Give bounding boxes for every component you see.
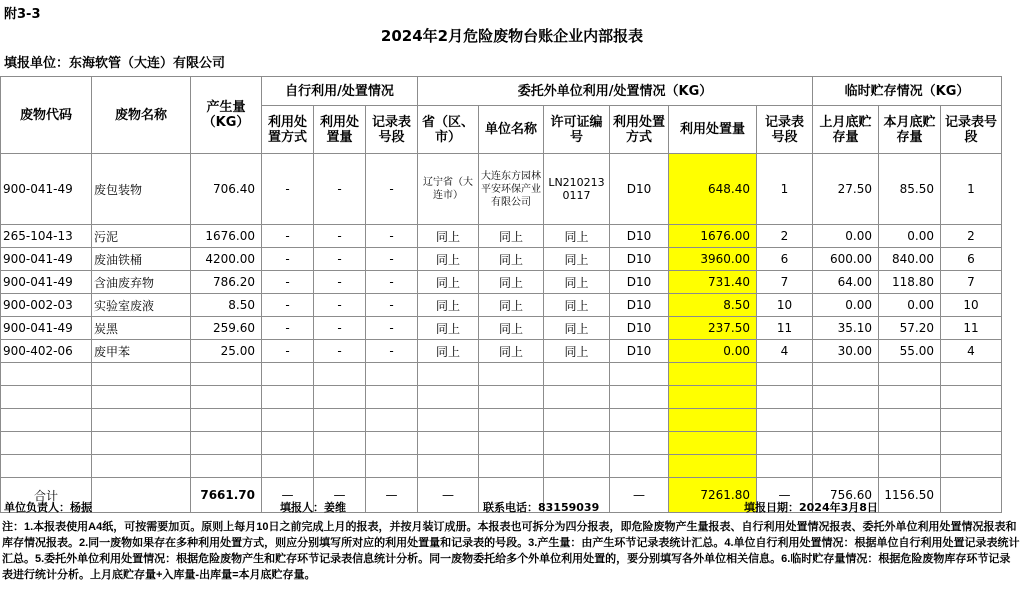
empty-cell bbox=[813, 409, 879, 432]
empty-cell bbox=[479, 432, 544, 455]
empty-cell bbox=[669, 455, 757, 478]
empty-cell bbox=[92, 363, 191, 386]
cell-qty: 8.50 bbox=[669, 294, 757, 317]
empty-cell bbox=[262, 455, 314, 478]
cell-qty: 3960.00 bbox=[669, 248, 757, 271]
cell-self-method: - bbox=[262, 294, 314, 317]
cell-amount: 8.50 bbox=[191, 294, 262, 317]
cell-self-method: - bbox=[262, 317, 314, 340]
empty-cell bbox=[757, 386, 813, 409]
empty-row bbox=[1, 386, 1002, 409]
cell-self-rec: - bbox=[366, 317, 418, 340]
empty-cell bbox=[92, 432, 191, 455]
empty-cell bbox=[610, 363, 669, 386]
cell-self-method: - bbox=[262, 225, 314, 248]
cell-unit-name: 同上 bbox=[479, 225, 544, 248]
cell-last-stock: 0.00 bbox=[813, 294, 879, 317]
cell-self-rec: - bbox=[366, 248, 418, 271]
cell-code: 900-402-06 bbox=[1, 340, 92, 363]
signature-line bbox=[0, 499, 1024, 515]
header-amount: 产生量（KG） bbox=[191, 77, 262, 154]
empty-cell bbox=[941, 363, 1002, 386]
table-row bbox=[1, 317, 1002, 340]
empty-cell bbox=[757, 432, 813, 455]
empty-cell bbox=[879, 386, 941, 409]
empty-cell bbox=[544, 363, 610, 386]
header-tmp-last: 上月底贮存量 bbox=[813, 106, 879, 154]
header-waste-code: 废物代码 bbox=[1, 77, 92, 154]
empty-cell bbox=[610, 455, 669, 478]
cell-temp-rec: 6 bbox=[941, 248, 1002, 271]
empty-cell bbox=[669, 432, 757, 455]
cell-this-stock: 840.00 bbox=[879, 248, 941, 271]
cell-self-rec: - bbox=[366, 225, 418, 248]
header-self-rec: 记录表号段 bbox=[366, 106, 418, 154]
empty-cell bbox=[479, 455, 544, 478]
cell-name: 含油废弃物 bbox=[92, 271, 191, 294]
empty-cell bbox=[262, 363, 314, 386]
empty-cell bbox=[941, 386, 1002, 409]
cell-code: 900-041-49 bbox=[1, 317, 92, 340]
total-qty: 7261.80 bbox=[669, 478, 757, 513]
cell-unit-name: 同上 bbox=[479, 271, 544, 294]
cell-rec: 4 bbox=[757, 340, 813, 363]
empty-cell bbox=[544, 432, 610, 455]
cell-license: 同上 bbox=[544, 340, 610, 363]
cell-code: 900-041-49 bbox=[1, 154, 92, 225]
header-ent-method: 利用处置方式 bbox=[610, 106, 669, 154]
cell-license: 同上 bbox=[544, 294, 610, 317]
cell-rec: 6 bbox=[757, 248, 813, 271]
cell-rec: 10 bbox=[757, 294, 813, 317]
empty-cell bbox=[418, 386, 479, 409]
header-tmp-rec: 记录表号段 bbox=[941, 106, 1002, 154]
cell-unit-name: 同上 bbox=[479, 340, 544, 363]
empty-cell bbox=[544, 386, 610, 409]
cell-code: 900-041-49 bbox=[1, 248, 92, 271]
cell-self-qty: - bbox=[314, 154, 366, 225]
empty-cell bbox=[262, 386, 314, 409]
header-temp-group: 临时贮存情况（KG） bbox=[813, 77, 1002, 106]
empty-cell bbox=[879, 432, 941, 455]
cell-last-stock: 64.00 bbox=[813, 271, 879, 294]
cell-rec: 2 bbox=[757, 225, 813, 248]
empty-cell bbox=[366, 363, 418, 386]
cell-rec: 11 bbox=[757, 317, 813, 340]
cell-self-qty: - bbox=[314, 340, 366, 363]
cell-qty: 0.00 bbox=[669, 340, 757, 363]
cell-last-stock: 600.00 bbox=[813, 248, 879, 271]
cell-method: D10 bbox=[610, 154, 669, 225]
empty-cell bbox=[366, 386, 418, 409]
cell-qty: 1676.00 bbox=[669, 225, 757, 248]
empty-cell bbox=[479, 363, 544, 386]
empty-cell bbox=[813, 432, 879, 455]
cell-amount: 4200.00 bbox=[191, 248, 262, 271]
cell-method: D10 bbox=[610, 225, 669, 248]
cell-method: D10 bbox=[610, 294, 669, 317]
empty-cell bbox=[314, 455, 366, 478]
header-ent-prov: 省（区、市） bbox=[418, 106, 479, 154]
header-tmp-this: 本月底贮存量 bbox=[879, 106, 941, 154]
total-self-qty: — bbox=[314, 478, 366, 513]
cell-name: 废甲苯 bbox=[92, 340, 191, 363]
empty-cell bbox=[544, 455, 610, 478]
cell-qty: 237.50 bbox=[669, 317, 757, 340]
table-row bbox=[1, 154, 1002, 225]
empty-cell bbox=[92, 455, 191, 478]
empty-cell bbox=[191, 409, 262, 432]
cell-amount: 1676.00 bbox=[191, 225, 262, 248]
cell-temp-rec: 11 bbox=[941, 317, 1002, 340]
total-label: 合计 bbox=[1, 478, 92, 513]
total-last-stock: 756.60 bbox=[813, 478, 879, 513]
cell-last-stock: 35.10 bbox=[813, 317, 879, 340]
cell-method: D10 bbox=[610, 317, 669, 340]
empty-cell bbox=[669, 386, 757, 409]
cell-this-stock: 57.20 bbox=[879, 317, 941, 340]
cell-province: 同上 bbox=[418, 271, 479, 294]
empty-cell bbox=[1, 386, 92, 409]
empty-cell bbox=[610, 432, 669, 455]
cell-this-stock: 55.00 bbox=[879, 340, 941, 363]
empty-cell bbox=[191, 432, 262, 455]
empty-cell bbox=[191, 363, 262, 386]
cell-province: 辽宁省（大连市） bbox=[418, 154, 479, 225]
table-row bbox=[1, 340, 1002, 363]
cell-rec: 7 bbox=[757, 271, 813, 294]
cell-rec: 1 bbox=[757, 154, 813, 225]
cell-this-stock: 85.50 bbox=[879, 154, 941, 225]
cell-self-method: - bbox=[262, 248, 314, 271]
cell-temp-rec: 10 bbox=[941, 294, 1002, 317]
total-self-method: — bbox=[262, 478, 314, 513]
empty-cell bbox=[314, 386, 366, 409]
cell-last-stock: 30.00 bbox=[813, 340, 879, 363]
header-waste-name: 废物名称 bbox=[92, 77, 191, 154]
contact-phone: 联系电话：83159039 bbox=[483, 501, 600, 514]
empty-cell bbox=[813, 455, 879, 478]
cell-self-qty: - bbox=[314, 271, 366, 294]
cell-self-qty: - bbox=[314, 248, 366, 271]
cell-method: D10 bbox=[610, 271, 669, 294]
cell-province: 同上 bbox=[418, 317, 479, 340]
empty-row bbox=[1, 432, 1002, 455]
cell-unit-name: 大连东方园林平安环保产业有限公司 bbox=[479, 154, 544, 225]
empty-cell bbox=[418, 409, 479, 432]
cell-amount: 25.00 bbox=[191, 340, 262, 363]
cell-license: 同上 bbox=[544, 248, 610, 271]
cell-name: 实验室废液 bbox=[92, 294, 191, 317]
cell-temp-rec: 2 bbox=[941, 225, 1002, 248]
empty-row bbox=[1, 455, 1002, 478]
cell-code: 265-104-13 bbox=[1, 225, 92, 248]
waste-ledger-table bbox=[0, 76, 1002, 513]
cell-self-qty: - bbox=[314, 317, 366, 340]
cell-amount: 259.60 bbox=[191, 317, 262, 340]
empty-cell bbox=[418, 432, 479, 455]
empty-cell bbox=[544, 409, 610, 432]
total-self-rec: — bbox=[366, 478, 418, 513]
cell-self-rec: - bbox=[366, 294, 418, 317]
cell-qty: 648.40 bbox=[669, 154, 757, 225]
empty-cell bbox=[262, 409, 314, 432]
cell-unit-name: 同上 bbox=[479, 294, 544, 317]
empty-cell bbox=[813, 386, 879, 409]
empty-cell bbox=[1, 409, 92, 432]
cell-last-stock: 0.00 bbox=[813, 225, 879, 248]
total-amount: 7661.70 bbox=[191, 478, 262, 513]
cell-unit-name: 同上 bbox=[479, 248, 544, 271]
empty-cell bbox=[366, 432, 418, 455]
empty-cell bbox=[1, 363, 92, 386]
reporting-unit: 填报单位：东海软管（大连）有限公司 bbox=[4, 56, 226, 71]
header-self-method: 利用处置方式 bbox=[262, 106, 314, 154]
empty-cell bbox=[813, 363, 879, 386]
cell-license: 同上 bbox=[544, 225, 610, 248]
fill-date: 填报日期：2024年3月8日 bbox=[744, 501, 878, 514]
cell-self-rec: - bbox=[366, 154, 418, 225]
cell-method: D10 bbox=[610, 248, 669, 271]
empty-cell bbox=[366, 455, 418, 478]
cell-province: 同上 bbox=[418, 225, 479, 248]
cell-amount: 706.40 bbox=[191, 154, 262, 225]
cell-name: 污泥 bbox=[92, 225, 191, 248]
empty-cell bbox=[191, 455, 262, 478]
empty-cell bbox=[1, 432, 92, 455]
responsible-person: 单位负责人：杨振 bbox=[4, 501, 92, 514]
cell-last-stock: 27.50 bbox=[813, 154, 879, 225]
table-row bbox=[1, 294, 1002, 317]
cell-this-stock: 0.00 bbox=[879, 294, 941, 317]
cell-self-method: - bbox=[262, 154, 314, 225]
cell-this-stock: 118.80 bbox=[879, 271, 941, 294]
table-body bbox=[1, 154, 1002, 478]
empty-cell bbox=[314, 432, 366, 455]
empty-cell bbox=[418, 363, 479, 386]
empty-cell bbox=[262, 432, 314, 455]
empty-row bbox=[1, 409, 1002, 432]
header-ent-qty: 利用处置量 bbox=[669, 106, 757, 154]
empty-cell bbox=[757, 363, 813, 386]
table-row bbox=[1, 271, 1002, 294]
cell-self-rec: - bbox=[366, 340, 418, 363]
empty-cell bbox=[92, 386, 191, 409]
cell-temp-rec: 7 bbox=[941, 271, 1002, 294]
empty-cell bbox=[879, 363, 941, 386]
empty-cell bbox=[669, 363, 757, 386]
cell-name: 废油铁桶 bbox=[92, 248, 191, 271]
cell-name: 炭黑 bbox=[92, 317, 191, 340]
header-entrust-group: 委托外单位利用/处置情况（KG） bbox=[418, 77, 813, 106]
filler-person: 填报人：姜维 bbox=[280, 501, 346, 514]
cell-method: D10 bbox=[610, 340, 669, 363]
empty-cell bbox=[366, 409, 418, 432]
header-ent-rec: 记录表号段 bbox=[757, 106, 813, 154]
empty-cell bbox=[757, 409, 813, 432]
empty-cell bbox=[314, 363, 366, 386]
empty-row bbox=[1, 363, 1002, 386]
empty-cell bbox=[314, 409, 366, 432]
empty-cell bbox=[479, 386, 544, 409]
empty-cell bbox=[879, 409, 941, 432]
header-ent-unit: 单位名称 bbox=[479, 106, 544, 154]
empty-cell bbox=[418, 455, 479, 478]
notes: 注：1.本报表使用A4纸，可按需要加页。原则上每月10日之前完成上月的报表，并按月装订成册。本报表也可拆分为四分报表，即危险废物产生量报表、自行利用处置情况报表、委托外单位利用处置情况报表和库存情况报表。2.同一废物如果存在多种利用处置方式，则应分别填写所对应的利用处置量和记录表的号段。3.产生量：由产生环节记录表统计汇总。4.单位自行利用处置情况：根据单位自行利用处置记录表统计汇总。5.委托外单位利用处置情况：根据危险废物产生和贮存环节记录表信息统计分析。同一废物委托给多个外单位利用处置的，要分别填写各外单位相关信息。6.临时贮存量情况：根据危险废物库存环节记录表进行统计分析。上月底贮存量+入库量-出库量=本月底贮存量。 bbox=[2, 521, 1020, 581]
empty-cell bbox=[941, 455, 1002, 478]
total-province: — bbox=[418, 478, 479, 513]
cell-province: 同上 bbox=[418, 248, 479, 271]
empty-cell bbox=[610, 386, 669, 409]
table-row bbox=[1, 225, 1002, 248]
empty-cell bbox=[757, 455, 813, 478]
cell-license: 同上 bbox=[544, 317, 610, 340]
header-self-qty: 利用处置量 bbox=[314, 106, 366, 154]
total-this-stock: 1156.50 bbox=[879, 478, 941, 513]
empty-cell bbox=[941, 432, 1002, 455]
appendix-label: 附3-3 bbox=[4, 7, 41, 22]
empty-cell bbox=[191, 386, 262, 409]
cell-province: 同上 bbox=[418, 340, 479, 363]
empty-cell bbox=[610, 409, 669, 432]
table-row bbox=[1, 248, 1002, 271]
empty-cell bbox=[879, 455, 941, 478]
cell-self-rec: - bbox=[366, 271, 418, 294]
cell-self-qty: - bbox=[314, 225, 366, 248]
cell-self-method: - bbox=[262, 340, 314, 363]
cell-license: LN2102130117 bbox=[544, 154, 610, 225]
total-method: — bbox=[610, 478, 669, 513]
empty-cell bbox=[92, 409, 191, 432]
empty-cell bbox=[669, 409, 757, 432]
cell-self-qty: - bbox=[314, 294, 366, 317]
total-rec: — bbox=[757, 478, 813, 513]
cell-code: 900-002-03 bbox=[1, 294, 92, 317]
empty-cell bbox=[1, 455, 92, 478]
cell-code: 900-041-49 bbox=[1, 271, 92, 294]
cell-license: 同上 bbox=[544, 271, 610, 294]
empty-cell bbox=[941, 409, 1002, 432]
empty-cell bbox=[479, 409, 544, 432]
page-title: 2024年2月危险废物台账企业内部报表 bbox=[380, 27, 644, 45]
header-self-group: 自行利用/处置情况 bbox=[262, 77, 418, 106]
cell-amount: 786.20 bbox=[191, 271, 262, 294]
cell-temp-rec: 1 bbox=[941, 154, 1002, 225]
cell-province: 同上 bbox=[418, 294, 479, 317]
cell-this-stock: 0.00 bbox=[879, 225, 941, 248]
cell-self-method: - bbox=[262, 271, 314, 294]
cell-temp-rec: 4 bbox=[941, 340, 1002, 363]
cell-qty: 731.40 bbox=[669, 271, 757, 294]
cell-name: 废包装物 bbox=[92, 154, 191, 225]
cell-unit-name: 同上 bbox=[479, 317, 544, 340]
header-ent-lic: 许可证编号 bbox=[544, 106, 610, 154]
